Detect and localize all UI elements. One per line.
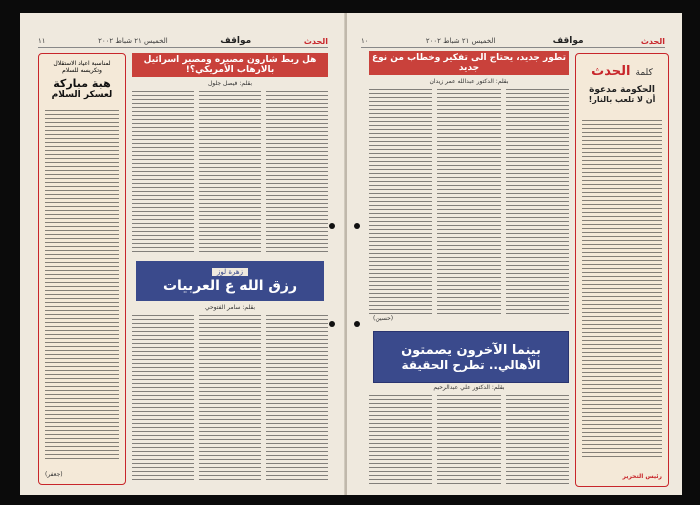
left-feature-byline: بقلم: سامر الفتوحي (204, 304, 256, 311)
text-column (506, 89, 569, 315)
right-main-headline: تطور جديد، يحتاج الى تفكير وخطاب من نوع جديد (369, 51, 569, 75)
text-column (369, 89, 432, 315)
left-main-byline: بقلم: فيصل جلول (207, 80, 253, 87)
right-folio-date: الخميس ٢١ شباط ٢٠٠٢ (425, 37, 496, 45)
left-folio (38, 35, 328, 48)
editorial-text (582, 120, 662, 460)
sidebar-title-2: لعسكر السلام (51, 90, 113, 100)
right-folio-page: ١٠ (361, 37, 369, 45)
right-main-article-text (369, 89, 569, 315)
text-column (199, 315, 261, 483)
right-main-byline: بقلم: الدكتور عبدالله عمر زيدان (429, 78, 509, 85)
sidebar-kicker: لمناسبة اعياد الاستقلال وتكريسه للسلام (53, 60, 111, 74)
sidebar-title-1: هبة مباركة (53, 77, 111, 90)
text-column (199, 91, 261, 253)
text-column (266, 91, 328, 253)
editorial-title-1: الحكومة مدعوة (589, 85, 655, 95)
left-main-article-text (132, 91, 328, 253)
left-page (20, 13, 346, 495)
binding-hole (354, 223, 360, 229)
binding-hole (329, 321, 335, 327)
newspaper-spread (20, 13, 682, 495)
left-folio-date: الخميس ٢١ شباط ٢٠٠٢ (98, 37, 168, 45)
left-folio-page: ١١ (38, 37, 46, 45)
left-feature-text (132, 315, 328, 483)
text-column (45, 110, 119, 460)
right-folio (361, 35, 665, 48)
right-folio-logo: الحدث (640, 36, 665, 46)
left-folio-logo: الحدث (303, 36, 328, 46)
right-feature-box (373, 331, 569, 383)
feature-kicker: زهرة لوز (212, 268, 248, 276)
editorial-footer: رئيس التحرير (622, 473, 662, 480)
editorial-label-1: كلمة (635, 68, 653, 78)
right-tail-marker: (حسين) (373, 315, 394, 322)
text-column (132, 91, 194, 253)
text-column (266, 315, 328, 483)
binding-hole (354, 321, 360, 327)
right-page (347, 13, 682, 495)
sidebar-footer: (جعفر) (45, 471, 63, 478)
left-folio-brand: مواقف (220, 36, 252, 46)
left-feature-box (136, 261, 324, 301)
text-column (582, 120, 662, 460)
text-column (437, 395, 500, 487)
sidebar-text (45, 110, 119, 460)
left-main-headline: هل ربط شارون مصيره ومصير اسرائيل بالارهاب الأمريكي؟! (132, 53, 328, 77)
left-sidebar-box (38, 53, 126, 485)
editorial-label (576, 60, 668, 79)
right-feature-title-2: الأهالي.. تطرح الحقيقة (401, 357, 541, 372)
feature-title: رزق الله ع العربيات (162, 278, 298, 294)
right-feature-text (369, 395, 569, 487)
text-column (437, 89, 500, 315)
right-editorial-box (575, 53, 669, 487)
text-column (506, 395, 569, 487)
text-column (369, 395, 432, 487)
right-feature-byline: بقلم: الدكتور علي عبدالرحيم (433, 384, 505, 391)
binding-hole (329, 223, 335, 229)
right-folio-brand: مواقف (552, 36, 584, 46)
text-column (132, 315, 194, 483)
editorial-title-2: أن لا تلعب بالنار! (588, 95, 656, 104)
editorial-label-2: الحدث (591, 64, 631, 79)
right-feature-title-1: بينما الآخرون يصمتون (401, 342, 541, 358)
